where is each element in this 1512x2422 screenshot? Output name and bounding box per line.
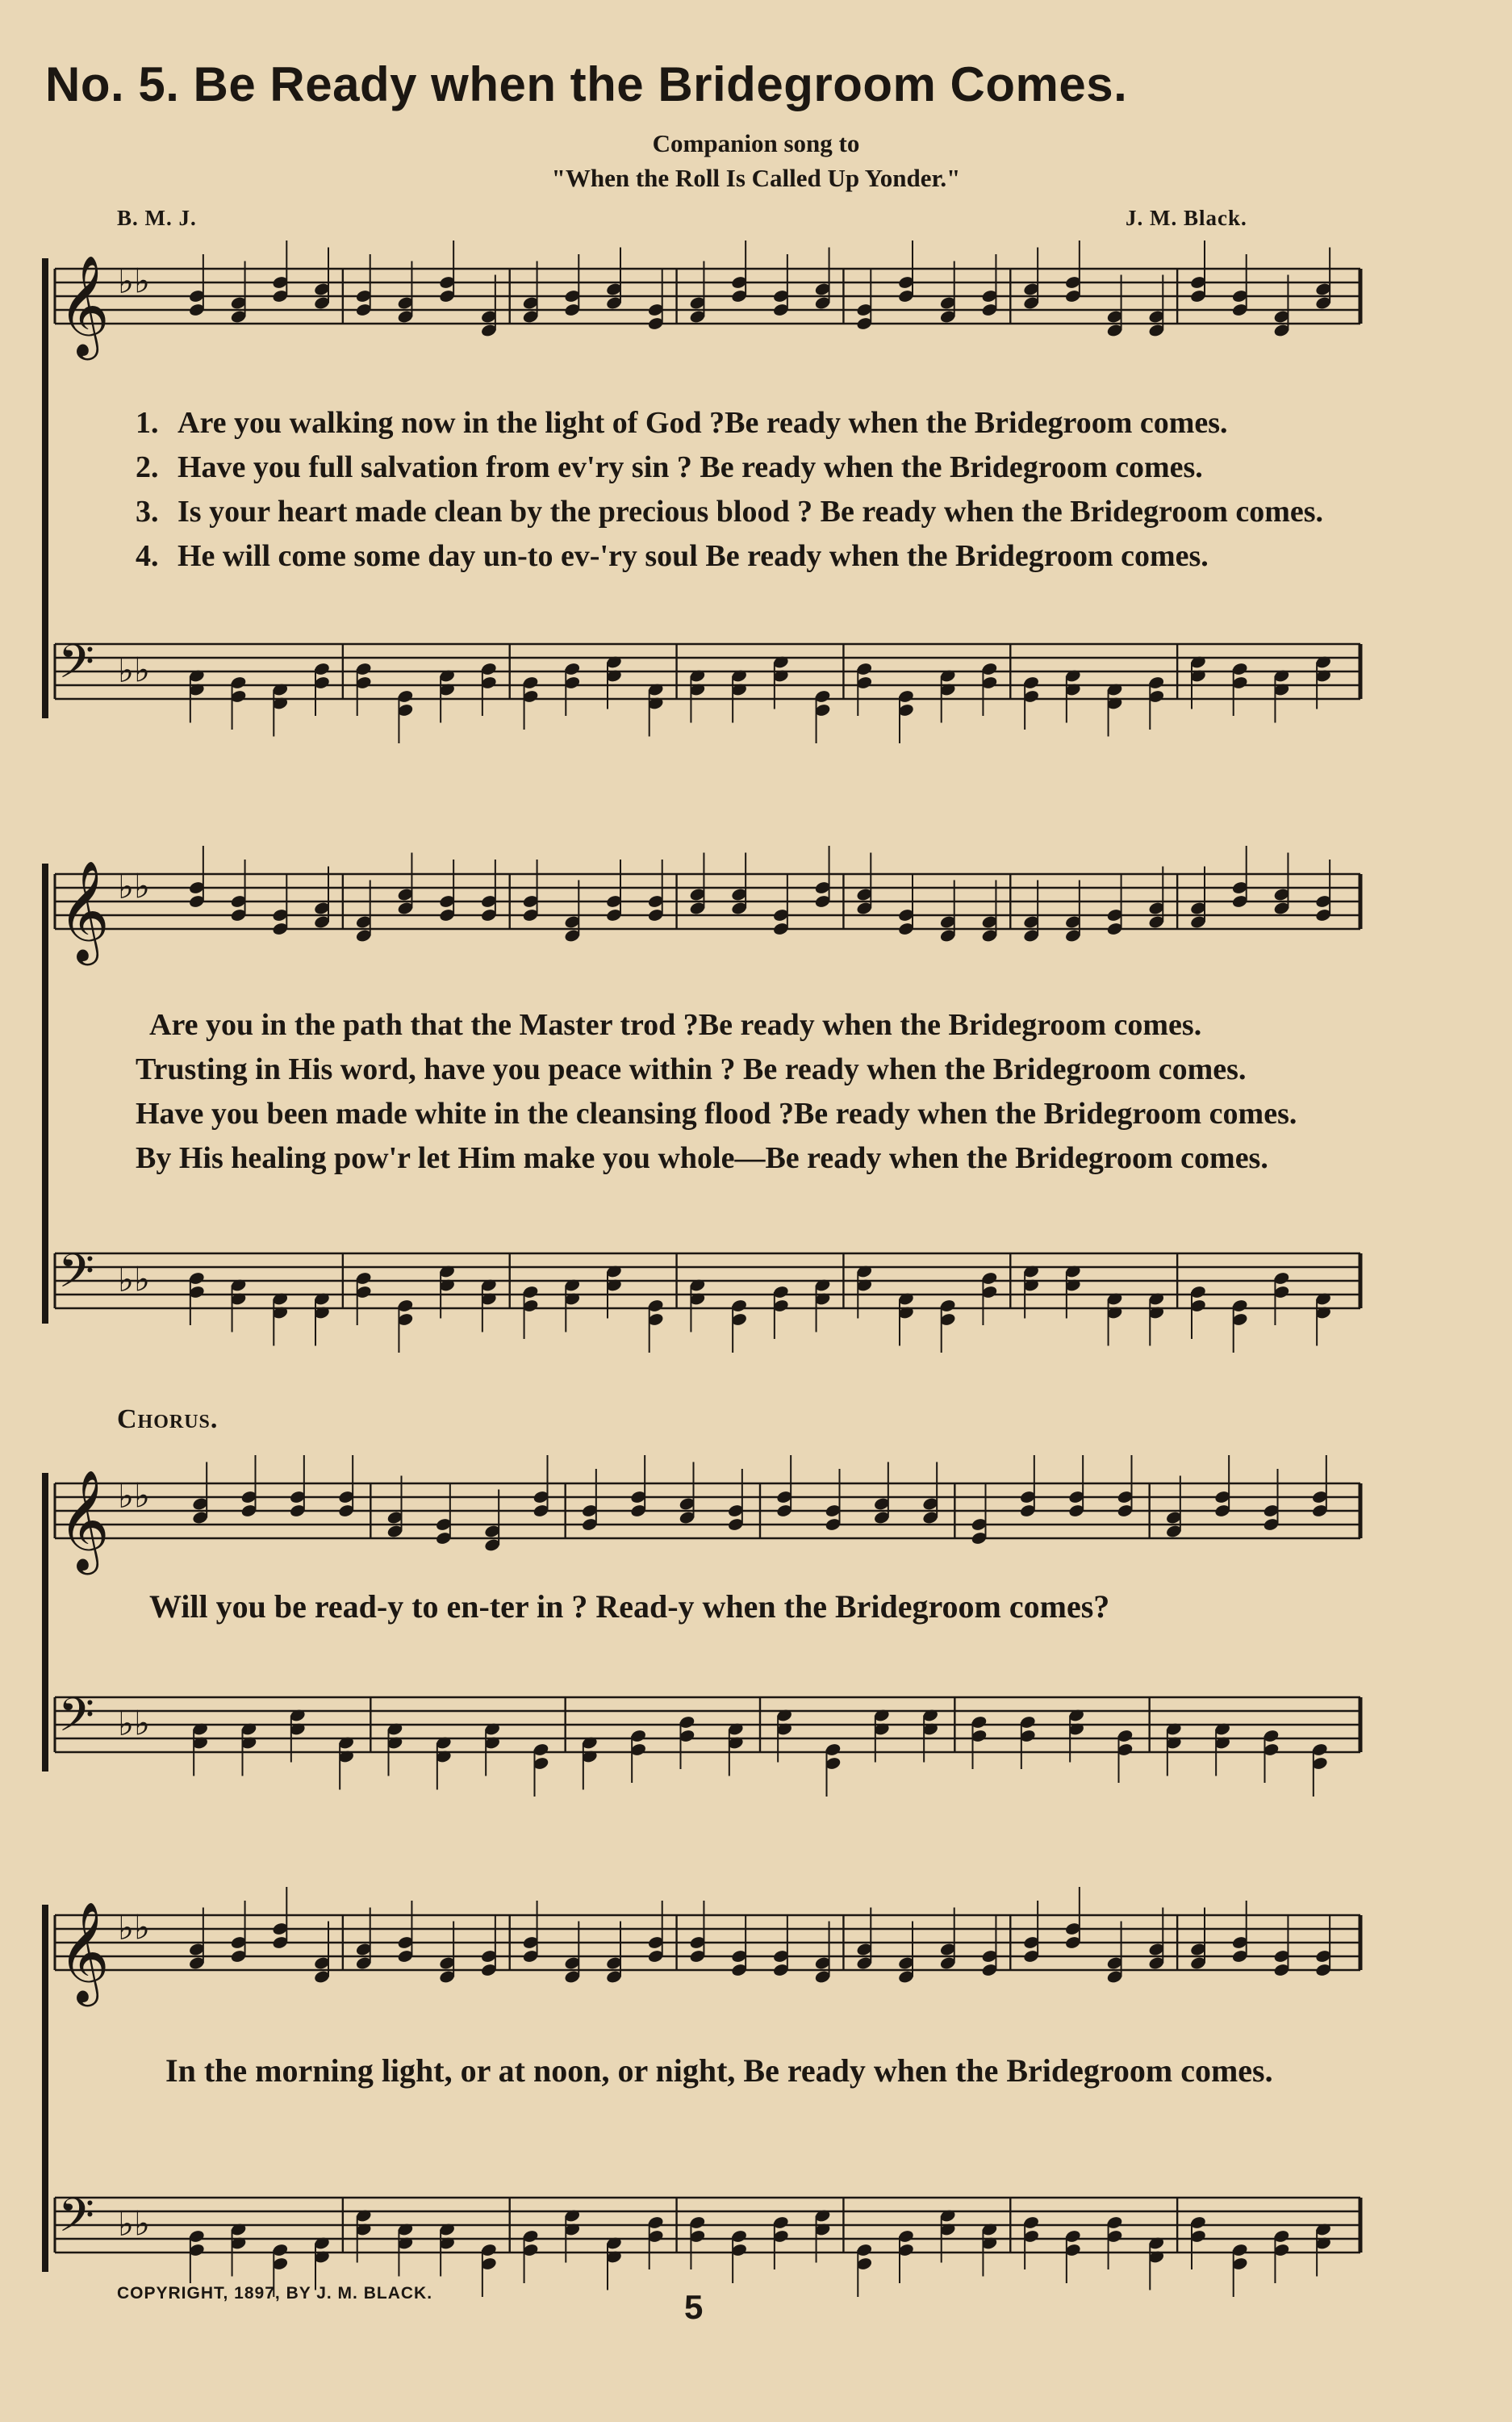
flat-sign-icon: ♭ [118,650,134,690]
verse-1-line-a: 1. Are you walking now in the light of God ?Be ready when the Bridegroom comes. [136,406,1228,440]
verse-4-line-a: 4. He will come some day un-to ev-'ry soul Be ready when the Bridegroom comes. [136,539,1209,573]
flat-sign-icon: ♭ [118,261,134,301]
bass-clef-icon: 𝄢 [58,1244,95,1310]
treble-clef-icon: 𝄞 [58,1901,110,2002]
flat-sign-icon: ♭ [134,2203,150,2244]
flat-sign-icon: ♭ [134,1907,150,1947]
verse-1-line-b: Are you in the path that the Master trod ?Be ready when the Bridegroom comes. [149,1008,1202,1042]
flat-sign-icon: ♭ [134,1259,150,1299]
verse-2-line-a: 2. Have you full salvation from ev'ry sin ? Be ready when the Bridegroom comes. [136,450,1203,484]
chorus-line-1: Will you be read-y to en-ter in ? Read-y when the Bridegroom comes? [149,1588,1110,1625]
bass-clef-icon: 𝄢 [58,634,95,701]
flat-sign-icon: ♭ [134,650,150,690]
flat-sign-icon: ♭ [118,1476,134,1516]
companion-song-title: "When the Roll Is Called Up Yonder." [551,164,961,192]
verse-3-line-a: 3. Is your heart made clean by the precious blood ? Be ready when the Bridegroom comes. [136,495,1324,529]
bass-clef-icon: 𝄢 [58,2188,95,2254]
bass-clef-icon: 𝄢 [58,1688,95,1754]
treble-clef-icon: 𝄞 [58,1470,110,1571]
verse-3-line-b: Have you been made white in the cleansing flood ?Be ready when the Bridegroom comes. [136,1097,1297,1131]
flat-sign-icon: ♭ [118,1908,134,1947]
flat-sign-icon: ♭ [134,1475,150,1516]
flat-sign-icon: ♭ [118,1704,134,1743]
verse-2-line-b: Trusting in His word, have you peace within ? Be ready when the Bridegroom comes. [136,1052,1247,1086]
composer-credit: J. M. Black. [1126,206,1247,230]
lyricist-credit: B. M. J. [117,206,197,230]
treble-clef-icon: 𝄞 [58,255,110,356]
flat-sign-icon: ♭ [118,867,134,906]
companion-note: Companion song to [652,129,860,157]
flat-sign-icon: ♭ [134,1703,150,1743]
flat-sign-icon: ♭ [134,261,150,301]
treble-clef-icon: 𝄞 [58,860,110,961]
flat-sign-icon: ♭ [118,1260,134,1299]
verse-4-line-b: By His healing pow'r let Him make you whole—Be ready when the Bridegroom comes. [136,1141,1268,1175]
hymn-title: No. 5. Be Ready when the Bridegroom Comes. [45,57,1128,111]
page-number: 5 [684,2288,704,2326]
copyright-notice: COPYRIGHT, 1897, BY J. M. BLACK. [117,2284,433,2303]
chorus-label: Chorus. [117,1404,219,1434]
chorus-line-2: In the morning light, or at noon, or night, Be ready when the Bridegroom comes. [165,2052,1273,2089]
flat-sign-icon: ♭ [134,866,150,906]
flat-sign-icon: ♭ [118,2204,134,2244]
